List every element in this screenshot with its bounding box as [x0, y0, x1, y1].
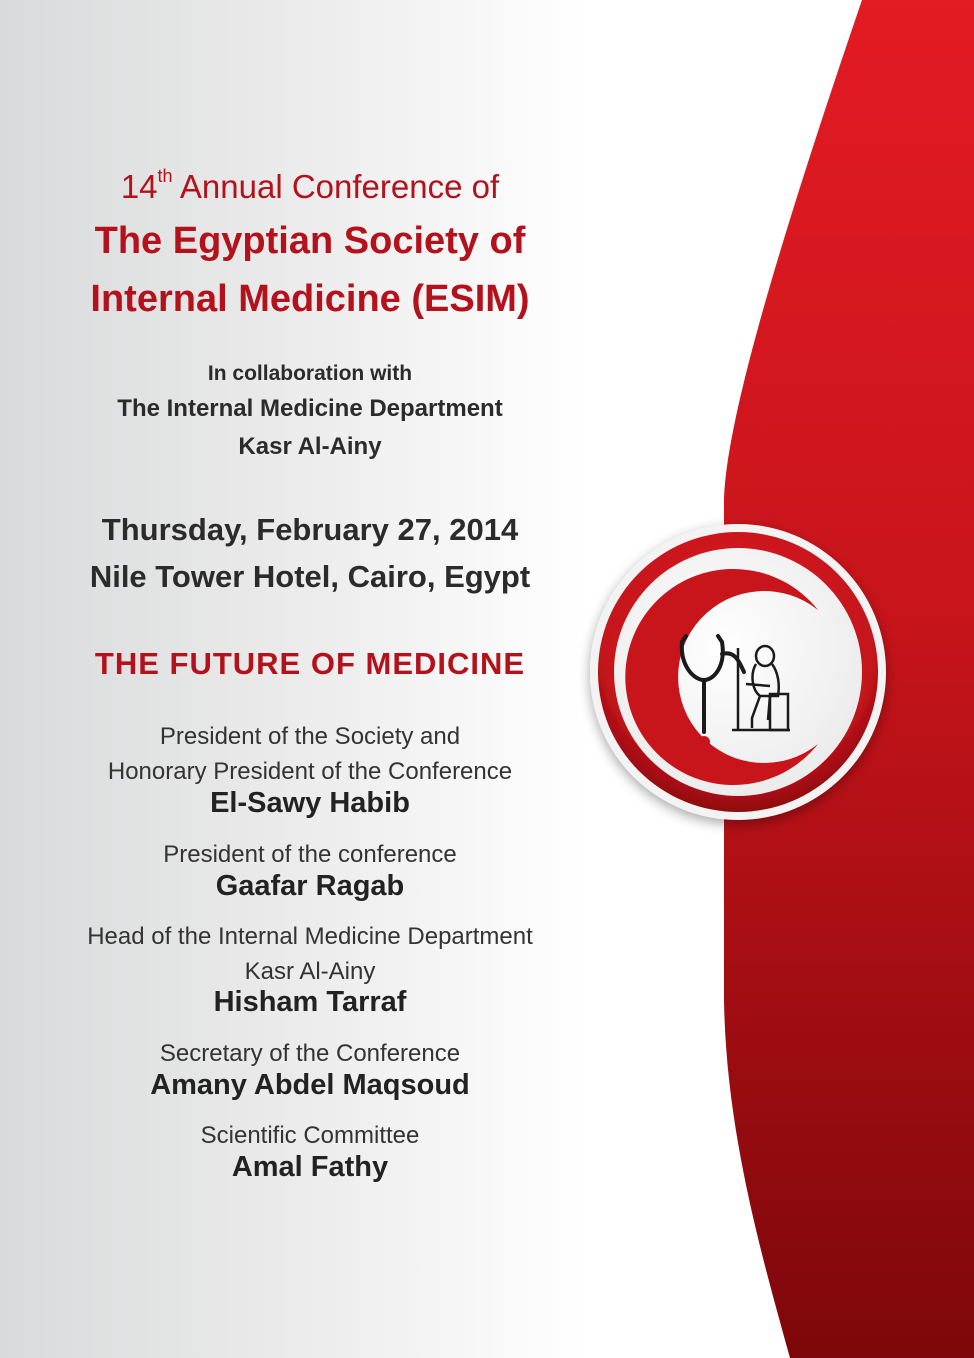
society-name-line1: The Egyptian Society of [94, 220, 526, 262]
collaboration-department: The Internal Medicine Department [117, 395, 503, 422]
event-date: Thursday, February 27, 2014 [101, 512, 519, 547]
official-role: Scientific Committee [200, 1122, 420, 1149]
official-name: Hisham Tarraf [213, 986, 407, 1018]
ordinal-number: 14 [120, 168, 158, 205]
official-name: El-Sawy Habib [210, 787, 410, 819]
official-role: Head of the Internal Medicine Department [87, 923, 533, 950]
event-venue: Nile Tower Hotel, Cairo, Egypt [89, 559, 531, 594]
conference-theme: THE FUTURE OF MEDICINE [94, 646, 526, 681]
official-role: President of the Society and [159, 723, 461, 750]
collaboration-intro: In collaboration with [207, 362, 413, 385]
official-name: Amal Fathy [231, 1151, 389, 1183]
stethoscope-chestpiece-icon [698, 736, 710, 748]
official-role: Kasr Al-Ainy [244, 958, 376, 985]
conference-line: Annual Conference of [179, 168, 500, 205]
official-role: Honorary President of the Conference [107, 758, 513, 785]
official-role: President of the conference [163, 841, 457, 868]
official-name: Amany Abdel Maqsoud [150, 1069, 470, 1101]
conference-ordinal-heading [50, 168, 570, 206]
society-name-line2: Internal Medicine (ESIM) [90, 278, 530, 320]
official-role: Secretary of the Conference [159, 1040, 461, 1067]
official-name: Gaafar Ragab [215, 870, 405, 902]
collaboration-institution: Kasr Al-Ainy [238, 433, 382, 460]
ordinal-suffix: th [157, 166, 173, 186]
